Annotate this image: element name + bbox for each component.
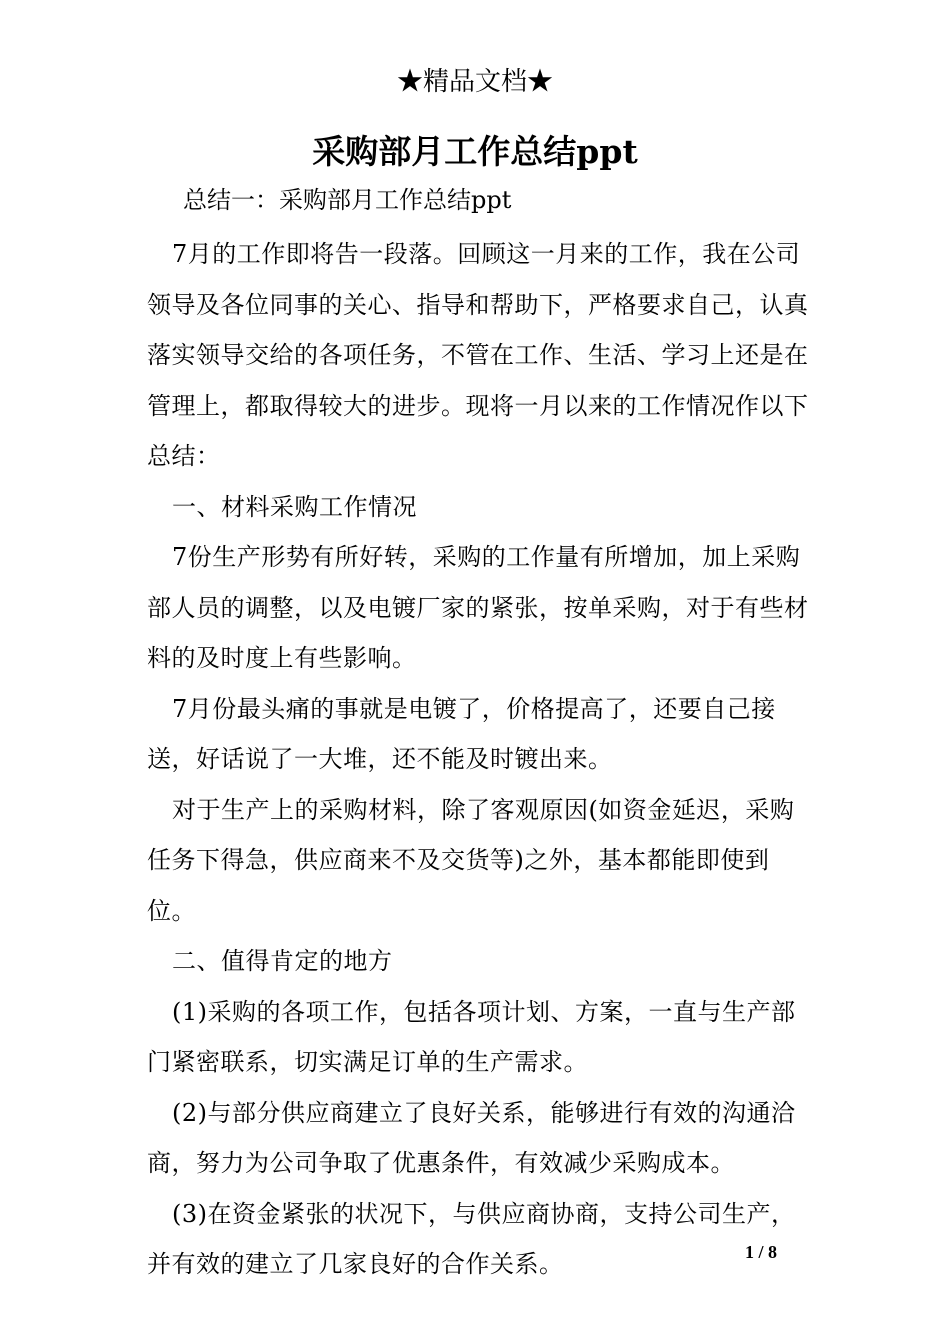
document-body: [147, 229, 817, 1290]
paragraph-intro: 7月的工作即将告一段落。回顾这一月来的工作，我在公司领导及各位同事的关心、指导和帮助下，严格要求自己，认真落实领导交给的各项任务，不管在工作、生活、学习上还是在管理上，都取得较大的进步。现将一月以来的工作情况作以下总结：: [147, 240, 809, 470]
document-title: 采购部月工作总结ppt: [312, 132, 638, 171]
list-item-achievement-3: (3)在资金紧张的状况下，与供应商协商，支持公司生产，并有效的建立了几家良好的合作关系。: [147, 1199, 796, 1278]
paragraph-materials-delivery: 对于生产上的采购材料，除了客观原因(如资金延迟，采购任务下得急，供应商来不及交货等)之外，基本都能即使到位。: [147, 795, 795, 925]
paragraph-electroplating: 7月份最头痛的事就是电镀了，价格提高了，还要自己接送，好话说了一大堆，还不能及时镀出来。: [147, 694, 776, 773]
list-item-achievement-1: (1)采购的各项工作，包括各项计划、方案，一直与生产部门紧密联系，切实满足订单的生产需求。: [147, 997, 796, 1076]
paragraph-production: 7份生产形势有所好转，采购的工作量有所增加，加上采购部人员的调整，以及电镀厂家的紧张，按单采购，对于有些材料的及时度上有些影响。: [147, 543, 809, 672]
page-indicator: 1 / 8: [745, 1242, 778, 1262]
section-heading-achievements: 二、值得肯定的地方: [172, 947, 393, 975]
document-banner: ★精品文档★: [396, 67, 553, 97]
section-heading-materials: 一、材料采购工作情况: [172, 492, 417, 521]
list-item-achievement-2: (2)与部分供应商建立了良好关系，能够进行有效的沟通洽商，努力为公司争取了优惠条件，有效减少采购成本。: [147, 1098, 796, 1177]
document-subtitle: 总结一：采购部月工作总结ppt: [183, 186, 512, 214]
